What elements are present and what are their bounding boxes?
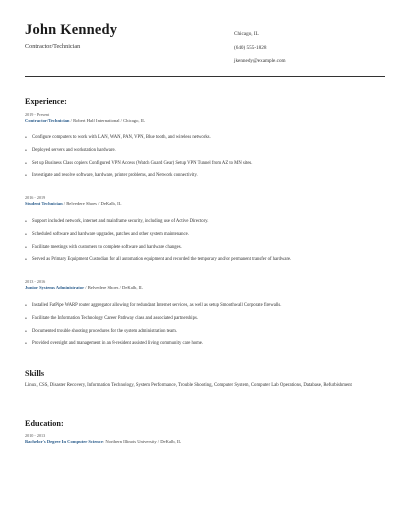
job-bullets (25, 135, 380, 186)
job-bullets (25, 303, 380, 354)
job-bullets (25, 219, 380, 270)
contact-info (234, 28, 286, 69)
list-item: • Facilitate the Information Technology Career Pathway class and associated partnerships. (25, 316, 380, 329)
school-name: : Northern Illinois University / DeKalb, IL (102, 439, 182, 444)
list-item: • Installed FatPipe WARP router aggregator allowing for redundant Internet services, as well as setup Smoothwall Corporate firewalls. (25, 303, 380, 316)
job-company: / Belvedere Shoes / DeKalb, IL (62, 201, 122, 206)
list-item: • Investigate and resolve software, hardware, printer problems, and Network connectivity. (25, 173, 380, 186)
list-item: • Configure computers to work with LAN, WAN, PAN, VPN, Blue tooth, and wireless networks. (25, 135, 380, 148)
job-company: / Robert Half International / Chicago, IL (69, 118, 146, 123)
header-divider (25, 76, 385, 77)
job-dates: 2016 - 2019 (25, 195, 46, 200)
job-title: Junior Systems Administrator (25, 285, 85, 290)
education-entry (25, 439, 181, 444)
list-item: • Support included network, internet and mainframe security, including use of Active Directory. (25, 219, 380, 232)
skills-heading: Skills (25, 369, 45, 378)
experience-heading: Experience: (25, 97, 67, 106)
job-role (25, 118, 145, 123)
job-title: Student Technician (25, 201, 63, 206)
contact-phone: (640) 555-1828 (234, 44, 267, 51)
list-item: • Scheduled software and hardware upgrades, patches and other system maintenance. (25, 232, 380, 245)
contact-email[interactable]: jkennedy@example.com (234, 58, 286, 64)
list-item: • Set up Business Class copiers Configured VPN Access (Watch Guard Gear) Setup VPN Tunnel from AZ to MN sites. (25, 161, 380, 174)
list-item: • Provided oversight and management in an 8-resident assisted living community care home. (25, 341, 380, 354)
list-item: • Deployed servers and workstation hardware. (25, 148, 380, 161)
education-heading: Education: (25, 419, 64, 428)
education-dates: 2010 - 2013 (25, 433, 46, 438)
contact-location: Chicago, IL (234, 31, 259, 37)
resume-header (25, 22, 385, 78)
list-item: • Facilitate meetings with customers to complete software and hardware changes. (25, 245, 380, 258)
job-dates: 2013 - 2016 (25, 279, 46, 284)
job-role (25, 285, 143, 290)
job-role (25, 201, 121, 206)
job-company: / Belvedere Shoes / DeKalb, IL (84, 285, 143, 290)
candidate-name: John Kennedy (25, 22, 118, 38)
job-dates: 2019 - Present (25, 112, 50, 117)
candidate-title: Contractor/Technician (25, 43, 81, 50)
degree-name: Bachelor's Degree In Computer Science (25, 439, 103, 444)
list-item: • Served as Primary Equipment Custodian for all automation equipment and recorded the temporary and/or permanent transfer of hardware. (25, 257, 380, 270)
list-item: • Documented trouble shooting procedures for the system administration team. (25, 329, 380, 342)
skills-list: Linux, CSS, Disaster Recovery, Information Technology, System Performance, Trouble Shooting, Computer System, Computer Lab Operations, Database, Refurbishment (25, 383, 352, 388)
job-title: Contractor/Technician (25, 118, 70, 123)
